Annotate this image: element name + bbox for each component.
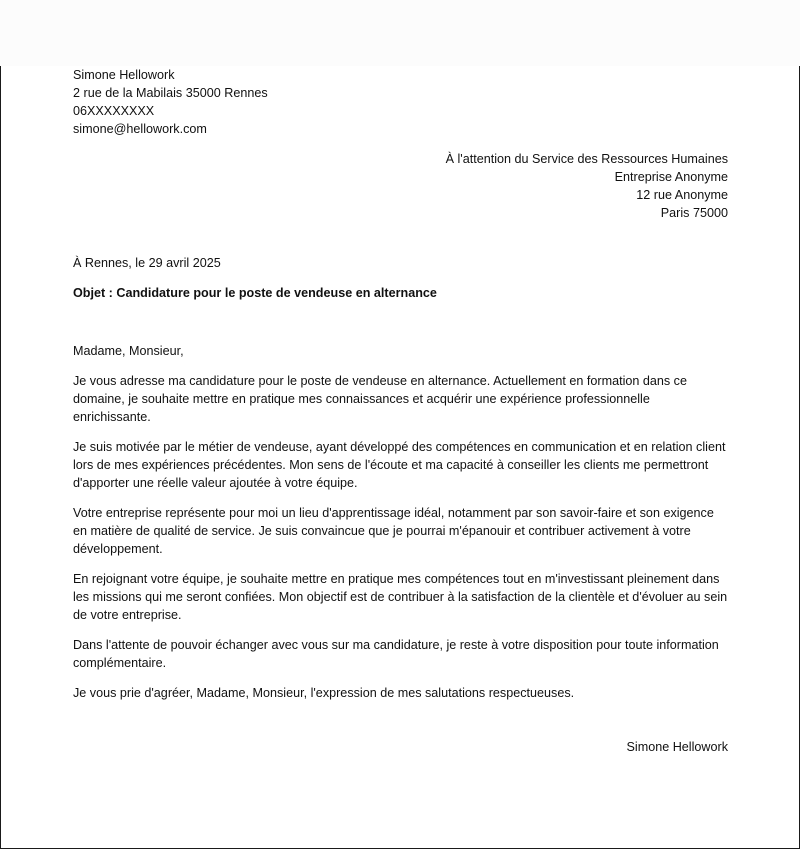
recipient-attention: À l'attention du Service des Ressources Humaines: [445, 152, 728, 166]
sender-block: [73, 66, 728, 138]
recipient-street: 12 rue Anonyme: [636, 188, 728, 202]
signature: Simone Hellowork: [626, 740, 728, 754]
salutation: Madame, Monsieur,: [73, 344, 184, 358]
recipient-company: Entreprise Anonyme: [614, 170, 728, 184]
paragraph-company: Votre entreprise représente pour moi un lieu d'apprentissage idéal, notamment par son savoir-faire et son exigence en matière de qualité de service. Je suis convaincue que je pourrai m'épanouir et contribuer activement à votre développement.: [73, 506, 714, 556]
paragraph-availability: Dans l'attente de pouvoir échanger avec vous sur ma candidature, je reste à votre disposition pour toute information complémentaire.: [73, 638, 719, 670]
recipient-block: [73, 150, 728, 222]
sender-name: Simone Hellowork: [73, 68, 175, 82]
top-bar: [0, 0, 800, 66]
paragraph-motivation: Je suis motivée par le métier de vendeuse, ayant développé des compétences en communication et en relation client lors de mes expériences précédentes. Mon sens de l'écoute et ma capacité à conseiller les clients me permettront d'apporter une réelle valeur ajoutée à votre équipe.: [73, 440, 726, 490]
subject-line: Objet : Candidature pour le poste de vendeuse en alternance: [73, 286, 437, 300]
letter-page: [0, 66, 800, 849]
paragraph-intro: Je vous adresse ma candidature pour le poste de vendeuse en alternance. Actuellement en formation dans ce domaine, je souhaite mettre en pratique mes connaissances et acquérir une expérience professionnelle enrichissante.: [73, 374, 687, 424]
paragraph-closing-formula: Je vous prie d'agréer, Madame, Monsieur, l'expression de mes salutations respectueuses.: [73, 686, 575, 700]
sender-address: 2 rue de la Mabilais 35000 Rennes: [73, 86, 268, 100]
sender-phone: 06XXXXXXXX: [73, 104, 155, 118]
recipient-city: Paris 75000: [660, 206, 728, 220]
sender-email: simone@hellowork.com: [73, 122, 207, 136]
letter-content: [73, 66, 728, 756]
paragraph-goals: En rejoignant votre équipe, je souhaite mettre en pratique mes compétences tout en m'investissant pleinement dans les missions qui me seront confiées. Mon objectif est de contribuer à la satisfaction de la clientèle et d'évoluer au sein de votre entreprise.: [73, 572, 728, 622]
date-line: À Rennes, le 29 avril 2025: [73, 256, 221, 270]
